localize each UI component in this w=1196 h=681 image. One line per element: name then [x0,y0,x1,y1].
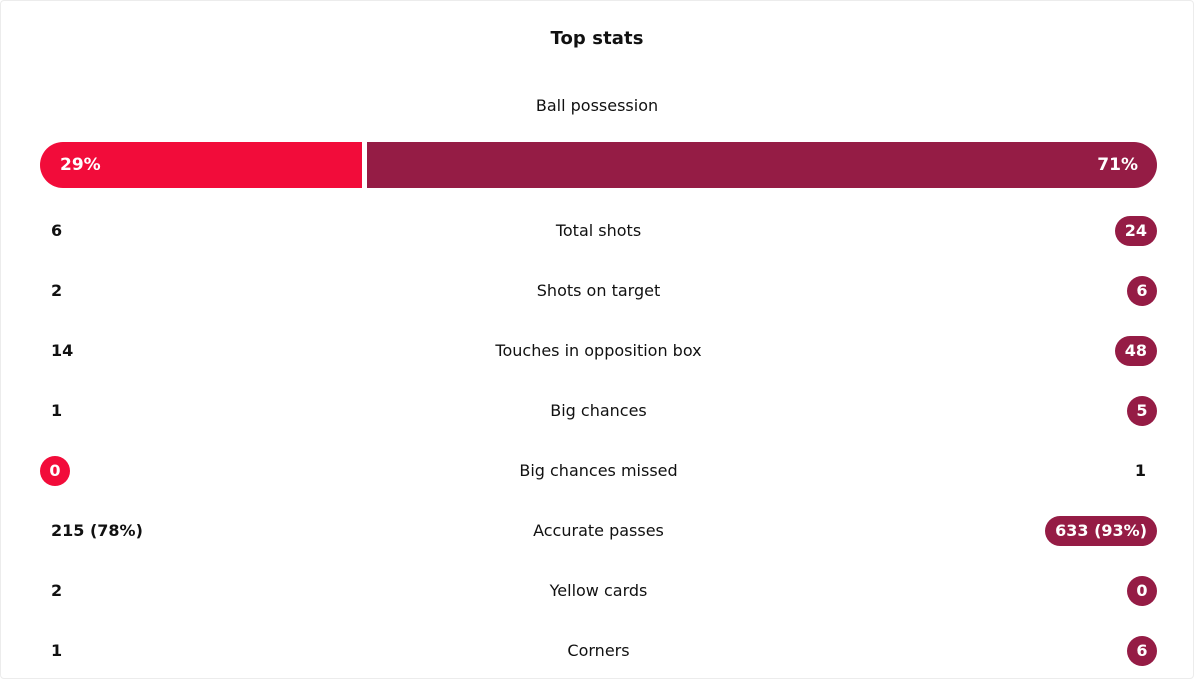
possession-home-value: 29% [60,155,101,175]
home-cell [40,336,73,366]
home-value: 14 [51,341,74,360]
away-cell [1127,576,1157,606]
home-value: 2 [51,281,63,300]
away-cell [1115,336,1157,366]
stat-row [40,321,1157,381]
home-cell [40,276,62,306]
stat-label: Total shots [555,221,642,240]
stat-row [40,441,1157,501]
stat-row [40,381,1157,441]
stat-label: Big chances missed [519,461,678,480]
stat-row [40,561,1157,621]
away-cell [1127,636,1157,666]
stat-row [40,501,1157,561]
away-value: 1 [1134,461,1146,480]
home-cell [40,516,143,546]
stat-label: Accurate passes [533,521,664,540]
home-cell [40,636,62,666]
home-value: 2 [51,581,63,600]
away-value: 0 [1127,576,1157,606]
stat-row [40,621,1157,681]
home-value: 1 [51,401,63,420]
away-value: 6 [1127,636,1157,666]
stat-label: Touches in opposition box [495,341,702,360]
stat-row [40,261,1157,321]
away-value: 6 [1127,276,1157,306]
home-value: 1 [51,641,63,660]
stat-row [40,201,1157,261]
home-cell [40,216,62,246]
stat-label: Shots on target [536,281,661,300]
section-title: Top stats [550,28,644,49]
away-value: 633 (93%) [1045,516,1157,546]
home-value: 215 (78%) [51,521,143,540]
home-cell [40,456,70,486]
home-value: 0 [40,456,70,486]
possession-label: Ball possession [535,96,659,115]
possession-away-value: 71% [1097,155,1138,175]
stat-label: Yellow cards [549,581,648,600]
possession-away-segment [367,142,1157,188]
stat-rows [40,201,1157,681]
away-cell [1127,276,1157,306]
stat-label: Corners [567,641,630,660]
home-cell [40,396,62,426]
away-cell [1115,216,1157,246]
away-value: 48 [1115,336,1157,366]
away-value: 24 [1115,216,1157,246]
away-cell [1045,516,1157,546]
stat-label: Big chances [550,401,647,420]
away-value: 5 [1127,396,1157,426]
possession-bar [40,142,1157,188]
possession-home-segment [40,142,362,188]
home-value: 6 [51,221,63,240]
away-cell [1127,396,1157,426]
home-cell [40,576,62,606]
away-cell [1135,456,1157,486]
